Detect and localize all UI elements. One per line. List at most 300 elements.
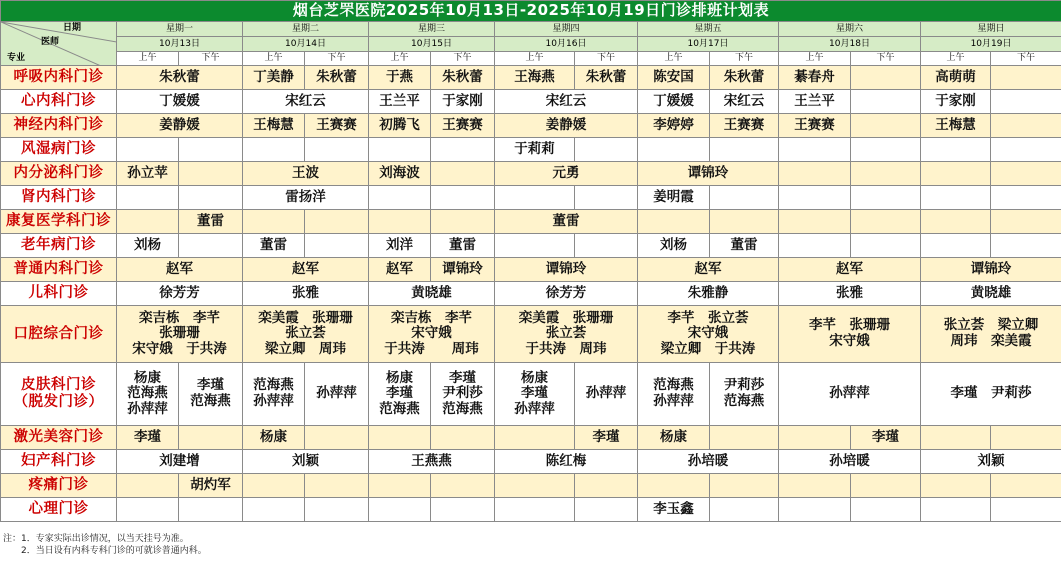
weekday-header: 星期三	[369, 22, 495, 37]
doctor-name: 于共涛 周玮	[384, 340, 479, 357]
doctor-name: 刘海波	[379, 164, 420, 181]
department-name-line: 神经内科门诊	[13, 117, 104, 134]
schedule-cell	[991, 114, 1061, 138]
doctor-name: 李瑾	[449, 369, 476, 386]
doctor-name: 王兰平	[794, 92, 835, 109]
doctor-name: 李瑾	[872, 428, 899, 445]
date-header: 10月17日	[638, 37, 779, 52]
weekday-header: 星期五	[638, 22, 779, 37]
schedule-cell	[638, 210, 710, 234]
schedule-cell	[921, 114, 991, 138]
doctor-name: 丁媛媛	[653, 92, 694, 109]
schedule-cell	[851, 162, 921, 186]
department-name	[1, 138, 117, 162]
schedule-cell	[117, 450, 243, 474]
schedule-cell	[369, 498, 431, 522]
department-name-line: 妇产科门诊	[21, 453, 96, 470]
corner-label-specialty: 专业	[7, 53, 26, 63]
schedule-cell	[117, 306, 243, 363]
schedule-cell	[779, 282, 921, 306]
schedule-cell	[243, 426, 305, 450]
schedule-cell	[179, 210, 243, 234]
doctor-name: 梁立卿 于共涛	[660, 340, 756, 357]
schedule-cell	[305, 234, 369, 258]
doctor-name: 刘洋	[386, 236, 413, 253]
schedule-cell	[243, 282, 369, 306]
schedule-cell	[243, 234, 305, 258]
doctor-name: 孙萍萍	[253, 393, 294, 409]
schedule-cell	[851, 498, 921, 522]
department-name-line: 口腔综合门诊	[13, 325, 104, 342]
doctor-name: 赵军	[386, 260, 413, 277]
am-header: 上午	[779, 52, 851, 66]
schedule-row	[1, 282, 1061, 306]
schedule-cell	[638, 114, 710, 138]
date-header: 10月16日	[495, 37, 638, 52]
schedule-cell	[243, 138, 305, 162]
schedule-cell	[305, 114, 369, 138]
doctor-name: 李婷婷	[653, 116, 694, 133]
doctor-name: 孙培暖	[829, 452, 870, 469]
schedule-cell	[991, 66, 1061, 90]
schedule-cell	[179, 363, 243, 426]
schedule-cell	[991, 138, 1061, 162]
doctor-name: 朱秋蕾	[723, 68, 765, 85]
schedule-cell	[179, 426, 243, 450]
department-name-line: 普通内科门诊	[13, 261, 104, 278]
schedule-cell	[369, 210, 431, 234]
department-name	[1, 363, 117, 426]
am-header: 上午	[369, 52, 431, 66]
department-name	[1, 210, 117, 234]
pm-header: 下午	[305, 52, 369, 66]
department-name-line: 内分泌科门诊	[13, 165, 104, 182]
doctor-name: 刘颖	[977, 452, 1005, 469]
schedule-cell	[851, 234, 921, 258]
weekday-header: 星期六	[779, 22, 921, 37]
schedule-row	[1, 66, 1061, 90]
schedule-cell	[710, 114, 779, 138]
schedule-cell	[575, 498, 638, 522]
doctor-name: 于莉莉	[514, 140, 555, 157]
schedule-cell	[243, 186, 369, 210]
doctor-name: 赵军	[166, 260, 193, 277]
schedule-cell	[305, 363, 369, 426]
doctor-name: 李瑾	[521, 385, 548, 402]
schedule-cell	[851, 138, 921, 162]
doctor-name: 初腾飞	[379, 116, 420, 133]
schedule-cell	[431, 138, 495, 162]
schedule-cell	[117, 186, 179, 210]
doctor-name: 姜明霞	[653, 188, 694, 205]
schedule-cell	[117, 66, 243, 90]
doctor-name: 董雷	[552, 212, 580, 229]
date-header: 10月15日	[369, 37, 495, 52]
schedule-cell	[431, 234, 495, 258]
schedule-cell	[779, 450, 921, 474]
schedule-cell	[431, 114, 495, 138]
doctor-name: 于家刚	[442, 92, 483, 109]
am-header: 上午	[243, 52, 305, 66]
doctor-name: 刘建增	[159, 452, 200, 469]
schedule-cell	[431, 90, 495, 114]
department-name	[1, 162, 117, 186]
doctor-name: 李瑾	[197, 377, 224, 394]
doctor-name: 张立荟	[285, 325, 326, 342]
doctor-name: 朱秋蕾	[442, 68, 483, 85]
schedule-cell	[243, 363, 305, 426]
weekday-header: 星期一	[117, 22, 243, 37]
footnote-2: 2．当日设有内科专科门诊的可就诊普通内科。	[3, 546, 207, 556]
doctor-name: 王赛赛	[723, 116, 765, 133]
doctor-name: 张雅	[292, 284, 319, 301]
schedule-row	[1, 450, 1061, 474]
doctor-name: 杨康	[260, 428, 287, 445]
department-name-line: 激光美容门诊	[13, 429, 104, 446]
schedule-cell	[117, 426, 179, 450]
schedule-cell	[779, 114, 851, 138]
department-name	[1, 498, 117, 522]
pm-header: 下午	[991, 52, 1061, 66]
schedule-cell	[710, 186, 779, 210]
schedule-cell	[851, 114, 921, 138]
schedule-cell	[495, 498, 575, 522]
schedule-cell	[369, 306, 495, 363]
doctor-name: 朱雅静	[687, 284, 729, 301]
doctor-name: 孙萍萍	[514, 400, 555, 417]
doctor-name: 谭锦玲	[545, 260, 587, 277]
schedule-cell	[779, 162, 851, 186]
schedule-cell	[710, 138, 779, 162]
doctor-name: 孙萍萍	[316, 385, 357, 402]
department-name-line: 疼痛门诊	[28, 477, 89, 494]
doctor-name: 刘杨	[660, 236, 687, 253]
schedule-cell	[117, 474, 179, 498]
schedule-cell	[305, 498, 369, 522]
schedule-cell	[369, 186, 431, 210]
schedule-cell	[779, 186, 851, 210]
schedule-cell	[179, 498, 243, 522]
doctor-name: 姜静媛	[159, 116, 200, 133]
department-name-line: 呼吸内科门诊	[13, 69, 104, 86]
schedule-cell	[638, 306, 779, 363]
schedule-cell	[710, 363, 779, 426]
schedule-cell	[495, 210, 638, 234]
doctor-name: 王波	[292, 164, 319, 181]
schedule-cell	[921, 138, 991, 162]
doctor-name: 宋红云	[545, 92, 587, 109]
schedule-cell	[638, 450, 779, 474]
schedule-cell	[638, 426, 710, 450]
doctor-name: 胡灼军	[190, 476, 231, 493]
header-corner	[1, 22, 117, 66]
doctor-name: 孙萍萍	[653, 393, 694, 409]
doctor-name: 黄晓雄	[411, 284, 452, 301]
schedule-cell	[638, 258, 779, 282]
schedule-cell	[779, 138, 851, 162]
doctor-name: 栾吉栋 李芊	[139, 309, 220, 326]
schedule-cell	[851, 474, 921, 498]
schedule-cell	[117, 498, 179, 522]
schedule-cell	[495, 138, 575, 162]
doctor-name: 赵军	[694, 260, 722, 277]
schedule-cell	[921, 234, 991, 258]
schedule-cell	[851, 210, 921, 234]
department-name-line: 老年病门诊	[21, 237, 96, 254]
schedule-cell	[243, 114, 305, 138]
doctor-name: 王赛赛	[442, 116, 483, 133]
doctor-name: 姜静媛	[545, 116, 587, 133]
schedule-cell	[495, 258, 638, 282]
schedule-cell	[495, 450, 638, 474]
am-header: 上午	[921, 52, 991, 66]
doctor-name: 栾美霞 张珊珊	[518, 309, 614, 326]
schedule-cell	[117, 210, 179, 234]
department-name-line: 皮肤科门诊	[21, 377, 96, 394]
schedule-cell	[921, 162, 991, 186]
schedule-row	[1, 138, 1061, 162]
schedule-cell	[921, 90, 991, 114]
corner-label-doctor: 医师	[41, 37, 60, 47]
department-name-line: 心内科门诊	[21, 93, 96, 110]
department-name-line: 风湿病门诊	[21, 141, 96, 158]
department-name	[1, 306, 117, 363]
schedule-cell	[369, 162, 431, 186]
date-header: 10月13日	[117, 37, 243, 52]
pm-header: 下午	[710, 52, 779, 66]
schedule-cell	[495, 90, 638, 114]
schedule-cell	[369, 138, 431, 162]
schedule-cell	[117, 90, 243, 114]
schedule-row	[1, 162, 1061, 186]
doctor-name: 宋守娥	[687, 325, 729, 342]
schedule-cell	[495, 426, 575, 450]
schedule-row	[1, 234, 1061, 258]
doctor-name: 李玉鑫	[653, 500, 694, 517]
doctor-name: 王海燕	[514, 68, 555, 85]
doctor-name: 杨康	[134, 369, 161, 386]
schedule-cell	[921, 258, 1061, 282]
schedule-cell	[575, 234, 638, 258]
doctor-name: 于共涛 周玮	[525, 340, 607, 357]
schedule-cell	[495, 234, 575, 258]
schedule-cell	[305, 138, 369, 162]
schedule-cell	[851, 66, 921, 90]
doctor-name: 陈红梅	[545, 452, 587, 469]
weekday-header: 星期二	[243, 22, 369, 37]
department-name-line: （脱发门诊）	[13, 394, 104, 410]
department-name-line: 肾内科门诊	[21, 189, 96, 206]
doctor-name: 宋守娥	[411, 325, 452, 342]
doctor-name: 孙萍萍	[585, 385, 627, 402]
department-name	[1, 282, 117, 306]
schedule-cell	[991, 474, 1061, 498]
schedule-cell	[495, 363, 575, 426]
doctor-name: 宋守娥	[829, 333, 870, 349]
footnote-1: 注：1．专家实际出诊情况，以当天挂号为准。	[3, 534, 189, 544]
doctor-name: 王燕燕	[411, 452, 452, 469]
doctor-name: 黄晓雄	[970, 284, 1012, 301]
schedule-cell	[179, 234, 243, 258]
doctor-name: 朱秋蕾	[159, 68, 200, 85]
schedule-cell	[179, 138, 243, 162]
schedule-row	[1, 210, 1061, 234]
doctor-name: 董雷	[260, 236, 287, 253]
schedule-cell	[921, 474, 991, 498]
schedule-cell	[575, 66, 638, 90]
doctor-name: 张立荟	[545, 325, 587, 342]
schedule-cell	[779, 90, 851, 114]
schedule-cell	[638, 66, 710, 90]
doctor-name: 尹利莎	[442, 385, 483, 402]
doctor-name: 范海燕	[442, 400, 483, 417]
schedule-cell	[779, 474, 851, 498]
schedule-cell	[117, 282, 243, 306]
schedule-row	[1, 90, 1061, 114]
schedule-cell	[638, 234, 710, 258]
schedule-cell	[369, 450, 495, 474]
department-name	[1, 234, 117, 258]
am-header: 上午	[495, 52, 575, 66]
schedule-cell	[575, 426, 638, 450]
schedule-cell	[369, 66, 431, 90]
doctor-name: 梁立卿 周玮	[265, 340, 346, 357]
doctor-name: 孙萍萍	[829, 385, 870, 402]
schedule-cell	[117, 234, 179, 258]
schedule-cell	[305, 474, 369, 498]
schedule-cell	[575, 138, 638, 162]
schedule-cell	[779, 210, 851, 234]
schedule-cell	[431, 186, 495, 210]
pm-header: 下午	[575, 52, 638, 66]
schedule-cell	[921, 282, 1061, 306]
schedule-cell	[369, 426, 431, 450]
schedule-cell	[779, 66, 851, 90]
schedule-cell	[921, 498, 991, 522]
schedule-cell	[117, 258, 243, 282]
doctor-name: 王梅慧	[935, 116, 976, 133]
doctor-name: 栾美霞 张珊珊	[258, 309, 353, 326]
department-name	[1, 426, 117, 450]
doctor-name: 杨康	[660, 428, 687, 445]
schedule-cell	[305, 426, 369, 450]
schedule-cell	[179, 474, 243, 498]
doctor-name: 高萌萌	[935, 68, 976, 85]
doctor-name: 杨康	[521, 369, 548, 386]
date-header: 10月18日	[779, 37, 921, 52]
department-name	[1, 90, 117, 114]
department-name	[1, 450, 117, 474]
doctor-name: 朱秋蕾	[316, 68, 357, 85]
schedule-cell	[369, 90, 431, 114]
schedule-cell	[710, 66, 779, 90]
doctor-name: 綦春舟	[794, 68, 835, 85]
date-header: 10月19日	[921, 37, 1061, 52]
doctor-name: 张珊珊	[159, 325, 200, 342]
schedule-cell	[710, 474, 779, 498]
schedule-cell	[575, 363, 638, 426]
schedule-cell	[369, 363, 431, 426]
schedule-row	[1, 258, 1061, 282]
doctor-name: 元勇	[552, 164, 580, 181]
schedule-cell	[431, 363, 495, 426]
schedule-cell	[991, 90, 1061, 114]
schedule-cell	[243, 210, 305, 234]
schedule-cell	[495, 162, 638, 186]
schedule-cell	[431, 426, 495, 450]
schedule-cell	[638, 474, 710, 498]
doctor-name: 宋守娥 于共涛	[132, 340, 227, 357]
doctor-name: 范海燕	[253, 377, 294, 394]
schedule-cell	[575, 186, 638, 210]
schedule-cell	[921, 306, 1061, 363]
doctor-name: 陈安国	[653, 68, 694, 85]
schedule-cell	[431, 498, 495, 522]
doctor-name: 李芊 张立荟	[667, 309, 749, 326]
schedule-cell	[369, 234, 431, 258]
doctor-name: 董雷	[449, 236, 476, 253]
schedule-cell	[305, 66, 369, 90]
doctor-name: 董雷	[197, 212, 224, 229]
doctor-name: 王兰平	[379, 92, 420, 109]
schedule-cell	[431, 210, 495, 234]
department-name-line: 儿科门诊	[28, 285, 89, 302]
doctor-name: 尹莉莎	[723, 377, 765, 394]
schedule-cell	[243, 66, 305, 90]
schedule-cell	[991, 186, 1061, 210]
doctor-name: 张雅	[836, 284, 863, 301]
doctor-name: 李瑾	[592, 428, 620, 445]
doctor-name: 范海燕	[653, 377, 694, 394]
schedule-cell	[638, 498, 710, 522]
doctor-name: 朱秋蕾	[585, 68, 627, 85]
schedule-cell	[779, 363, 921, 426]
schedule-cell	[305, 210, 369, 234]
schedule-cell	[243, 450, 369, 474]
schedule-cell	[921, 426, 991, 450]
department-name-line: 心理门诊	[28, 501, 89, 518]
schedule-cell	[779, 234, 851, 258]
schedule-cell	[243, 90, 369, 114]
schedule-cell	[710, 90, 779, 114]
schedule-cell	[851, 186, 921, 210]
doctor-name: 孙萍萍	[127, 400, 168, 417]
doctor-name: 徐芳芳	[159, 284, 200, 301]
doctor-name: 谭锦玲	[442, 260, 483, 277]
doctor-name: 范海燕	[723, 393, 765, 409]
doctor-name: 范海燕	[379, 400, 420, 417]
doctor-name: 赵军	[836, 260, 863, 277]
doctor-name: 李芊 张珊珊	[809, 317, 890, 334]
schedule-cell	[921, 363, 1061, 426]
department-name-line: 康复医学科门诊	[6, 213, 111, 230]
schedule-cell	[431, 474, 495, 498]
schedule-cell	[117, 138, 179, 162]
schedule-cell	[779, 498, 851, 522]
schedule-cell	[495, 114, 638, 138]
schedule-cell	[710, 498, 779, 522]
corner-label-date: 日期	[63, 23, 82, 33]
schedule-cell	[710, 210, 779, 234]
schedule-cell	[921, 66, 991, 90]
department-name	[1, 186, 117, 210]
schedule-row	[1, 474, 1061, 498]
schedule-row	[1, 363, 1061, 426]
schedule-cell	[991, 234, 1061, 258]
schedule-cell	[243, 258, 369, 282]
doctor-name: 孙培暖	[687, 452, 729, 469]
doctor-name: 丁美静	[253, 68, 294, 85]
